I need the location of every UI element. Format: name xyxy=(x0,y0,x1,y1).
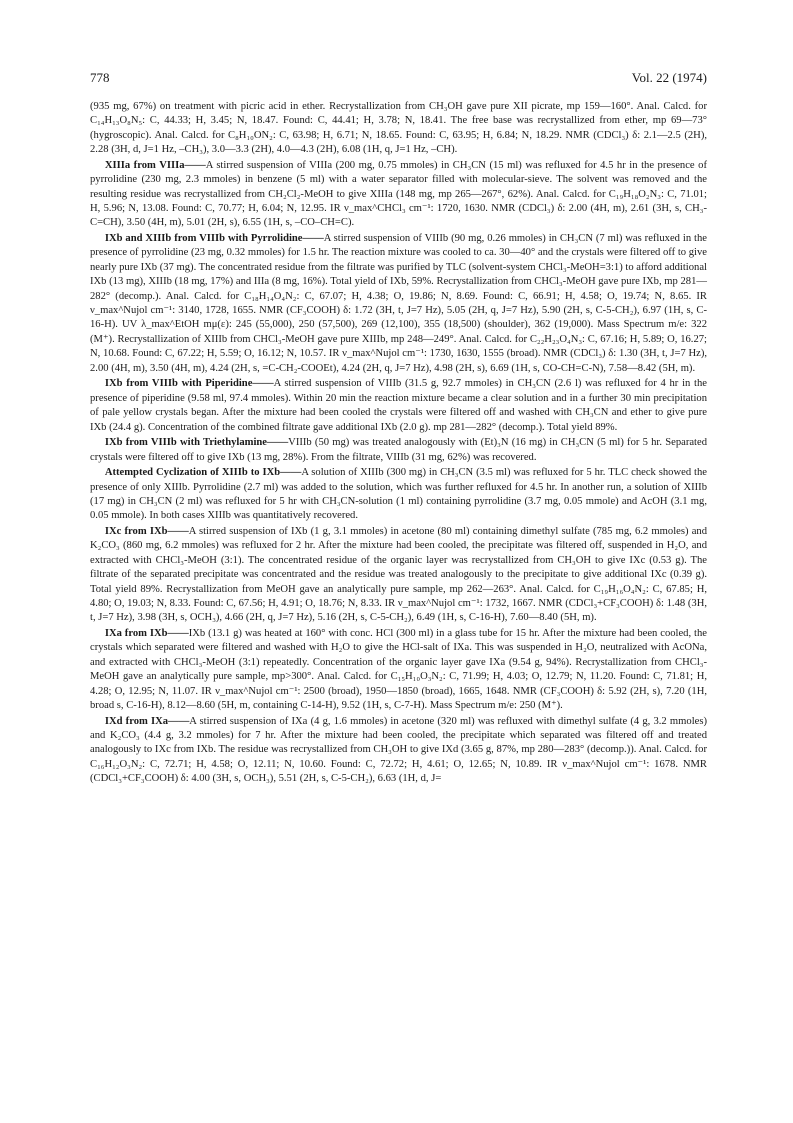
paragraph-text: (935 mg, 67%) on treatment with picric acid in ether. Recrystallization from CH₃OH gave pure XII picrate, mp 159—160°. Anal. Calcd. for C₁₄H₁₃O₈N₅: C, 44.33; H, 3.45; N, 18.47. Found: C, 44.41; H, 3.78; N, 18.41. The free base was recrystallized from ether, mp 69—73° (hygroscopic). Anal. Calcd. for C₈H₁₀ON₂: C, 63.98; H, 6.71; N, 18.65. Found: C, 63.95; H, 6.84; N, 18.29. NMR (CDCl₃) δ: 2.1—2.5 (2H), 2.28 (3H, d, J=1 Hz, –CH₃), 3.0—3.3 (2H), 4.0—4.3 (2H), 6.08 (1H, q, J=1 Hz, –CH). xyxy=(90,101,707,156)
paragraph-xiiia-from-viiia xyxy=(90,159,707,231)
paragraph-heading: IXc from IXb—— xyxy=(104,525,189,537)
paragraph-ixd-from-ixa xyxy=(90,715,707,787)
paragraph-ixc-from-ixb xyxy=(90,525,707,626)
paragraph-ixa-from-ixb xyxy=(90,627,707,713)
paragraph-text: A stirred suspension of VIIIb (31.5 g, 92.7 mmoles) in CH₃CN (2.6 l) was refluxed for 4 hr in the presence of piperidine (9.58 ml, 97.4 mmoles). Within 20 min the reaction mixture became a clear solution and in a further 30 min precipitation of pale yellow crystals began. After the mixture had been cooled the crystals were filtered off and washed with CH₃CN and ether to give pure IXb (24.4 g). Concentration of the combined filtrate gave additional IXb (2.0 g). mp 281—282° (decomp.). Total yield 89%. xyxy=(90,378,707,433)
paragraph-heading: IXb and XIIIb from VIIIb with Pyrrolidine—— xyxy=(104,233,324,245)
paragraph-text: A stirred suspension of IXb (1 g, 3.1 mmoles) in acetone (80 ml) containing dimethyl sulfate (785 mg, 6.2 mmoles) and K₂CO₃ (860 mg, 6.2 mmoles) was refluxed for 2 hr. After the mixture had been cooled, the precipitate was filtered off, suspended in H₂O, and extracted with CHCl₃-MeOH (3:1). The concentrated residue of the organic layer was recrystallized from CH₃OH to give IXc (0.53 g). The filtrate of the separated precipitate was concentrated and the residue was treated analogously to the precipitate to give additional IXc (0.39 g). Total yield 89%. Recrystallization from MeOH gave an analytically pure sample, mp 262—263°. Anal. Calcd. for C₁₉H₁₆O₄N₂: C, 67.85; H, 4.80; O, 19.03; N, 8.33. Found: C, 67.56; H, 4.91; O, 18.76; N, 8.33. IR ν_max^Nujol cm⁻¹: 1732, 1667. NMR (CDCl₃+CF₃COOH) δ: 1.48 (3H, t, J=7 Hz), 3.98 (3H, s, OCH₃), 4.66 (2H, q, J=7 Hz), 5.16 (2H, s, C-5-CH₂), 6.49 (1H, s, C-16-H), 7.60—8.40 (5H, m). xyxy=(90,525,707,624)
paragraph-ixb-triethylamine xyxy=(90,436,707,465)
paragraph-ixb-piperidine xyxy=(90,377,707,435)
paragraph-text: VIIIb (50 mg) was treated analogously with (Et)₃N (16 mg) in CH₃CN (5 ml) for 5 hr. Separated crystals were filtered off to give IXb (13 mg, 28%). From the filtrate, VIIIb (31 mg, 62%) was recovered. xyxy=(90,437,707,463)
experimental-section xyxy=(90,100,707,788)
paragraph-heading: IXb from VIIIb with Piperidine—— xyxy=(104,378,274,390)
paragraph-heading: XIIIa from VIIIa—— xyxy=(104,159,206,171)
paragraph-heading: IXd from IXa—— xyxy=(104,715,190,727)
paragraph-text: IXb (13.1 g) was heated at 160° with conc. HCl (300 ml) in a glass tube for 15 hr. After the mixture had been cooled, the crystals which separated were filtered and washed with H₂O to give the HCl-salt of IXa. This was suspended in H₂O, neutralized with AcONa, and extracted with CHCl₃-MeOH (3:1) repeatedly. Concentration of the organic layer gave IXa (9.54 g, 94%). Recrystallization from CHCl₃-MeOH gave an analytically pure sample, mp>300°. Anal. Calcd. for C₁₅H₁₀O₃N₂: C, 71.99; H, 4.03; O, 12.79; N, 11.20. Found: C, 71.81; H, 4.28; O, 12.95; N, 11.07. IR ν_max^Nujol cm⁻¹: 2500 (broad), 1950—1850 (broad), 1665, 1648. NMR (CF₃COOH) δ: 5.92 (2H, s), 7.20 (1H, broad s, C-16-H), 8.12—8.60 (5H, m, containing C-14-H), 9.52 (1H, s, C-7-H). Mass Spectrum m/e: 250 (M⁺). xyxy=(90,627,707,711)
running-head xyxy=(90,70,707,90)
paragraph-attempted-cyclization xyxy=(90,466,707,524)
paragraph-heading: Attempted Cyclization of XIIIb to IXb—— xyxy=(104,467,302,479)
paragraph-text: A stirred suspension of VIIIa (200 mg, 0.75 mmoles) in CH₃CN (15 ml) was refluxed for 4.5 hr in the presence of pyrrolidine (230 mg, 2.3 mmoles) in benzene (5 ml) with a water separator filled with molecular-sieve. The solvent was removed and the resulting residue was recrystallized from CH₂Cl₂-MeOH to give XIIIa (148 mg, mp 265—267°, 62%). Anal. Calcd. for C₁₉H₁₈O₂N₃: C, 71.01; H, 5.96; N, 13.08. Found: C, 70.77; H, 6.04; N, 12.95. IR ν_max^CHCl₃ cm⁻¹: 1720, 1630. NMR (CDCl₃) δ: 2.00 (4H, m), 2.61 (3H, s, CH₃-C=CH), 3.50 (4H, m), 5.01 (2H, s), 6.55 (1H, s, –CO–CH=C). xyxy=(90,159,707,229)
page-number: 778 xyxy=(90,70,110,85)
paragraph-xii-picrate xyxy=(90,100,707,158)
paragraph-heading: IXa from IXb—— xyxy=(104,627,189,639)
paragraph-heading: IXb from VIIIb with Triethylamine—— xyxy=(104,437,289,449)
paragraph-text: A stirred suspension of IXa (4 g, 1.6 mmoles) in acetone (320 ml) was refluxed with dimethyl sulfate (4 g, 3.2 mmoles) and K₂CO₃ (4.4 g, 3.2 mmoles) for 7 hr. After the mixture had been cooled, the precipitate which separated was filtered off and treated analogously to IXc from IXb. The residue was recrystallized from CH₃OH to give IXd (3.65 g, 87%, mp 280—283° (decomp.)). Anal. Calcd. for C₁₆H₁₂O₃N₂: C, 72.71; H, 4.58; O, 12.11; N, 10.60. Found: C, 72.72; H, 4.61; O, 12.65; N, 10.89. IR ν_max^Nujol cm⁻¹: 1678. NMR (CDCl₃+CF₃COOH) δ: 4.00 (3H, s, OCH₃), 5.51 (2H, s, C-5-CH₂), 6.63 (1H, d, J= xyxy=(90,715,707,785)
paragraph-text: A solution of XIIIb (300 mg) in CH₃CN (3.5 ml) was refluxed for 5 hr. TLC check showed the presence of only XIIIb. Pyrrolidine (2.7 ml) was added to the solution, which was further refluxed for 4.5 hr. In another run, a solution of XIIIb (17 mg) in CH₃CN (2 ml) was refluxed for 5 hr with CH₃CN-solution (1 ml) containing pyrrolidine (3.7 mg, 0.05 mmole) and AcOH (3.1 mg, 0.05 mmole). In both cases XIIIb was quantitatively recovered. xyxy=(90,467,707,522)
journal-volume: Vol. 22 (1974) xyxy=(631,70,707,85)
paragraph-ixb-xiiib-pyrrolidine xyxy=(90,232,707,376)
paragraph-text: A stirred suspension of VIIIb (90 mg, 0.26 mmoles) in CH₃CN (7 ml) was refluxed in the presence of pyrrolidine (23 mg, 0.32 mmoles) for 1.5 hr. The reaction mixture was cooled to ca. 30—40° and the crystals were filtered off to give nearly pure IXb (37 mg). The concentrated residue from the filtrate was purified by TLC (solvent-system CHCl₃-MeOH=3:1) to afford additional IXb (13 mg), XIIIb (18 mg, 17%) and IIIa (8 mg, 16%). Total yield of IXb, 59%. Recrystallization from CHCl₃-MeOH gave pure IXb, mp 281—282° (decomp.). Anal. Calcd. for C₁₈H₁₄O₄N₂: C, 67.07; H, 4.38; O, 19.86; N, 8.69. Found: C, 66.91; H, 4.58; O, 19.74; N, 8.65. IR ν_max^Nujol cm⁻¹: 3140, 1728, 1655. NMR (CF₃COOH) δ: 1.72 (3H, t, J=7 Hz), 5.05 (2H, q, J=7 Hz), 5.90 (2H, s, C-5-CH₂), 6.97 (1H, s, C-16-H). UV λ_max^EtOH mμ(ε): 245 (55,000), 250 (57,500), 269 (12,100), 355 (18,500) (shoulder), 362 (19,000). Mass Spectrum m/e: 322 (M⁺). Recrystallization of XIIIb from CHCl₃-MeOH gave pure XIIIb, mp 248—249°. Anal. Calcd. for C₂₂H₂₃O₄N₃: C, 67.16; H, 5.89; O, 16.27; N, 10.68. Found: C, 67.22; H, 5.59; O, 16.12; N, 10.57. IR ν_max^Nujol cm⁻¹: 1730, 1630, 1555 (broad). NMR (CDCl₃) δ: 1.30 (3H, t, J=7 Hz), 2.00 (4H, m), 3.50 (4H, m), 4.24 (2H, s, =C-CH₂-COOEt), 4.24 (2H, q, J=7 Hz), 4.98 (2H, s), 6.69 (1H, s, CO-CH=C-N), 7.58—8.42 (5H, m). xyxy=(90,233,707,374)
